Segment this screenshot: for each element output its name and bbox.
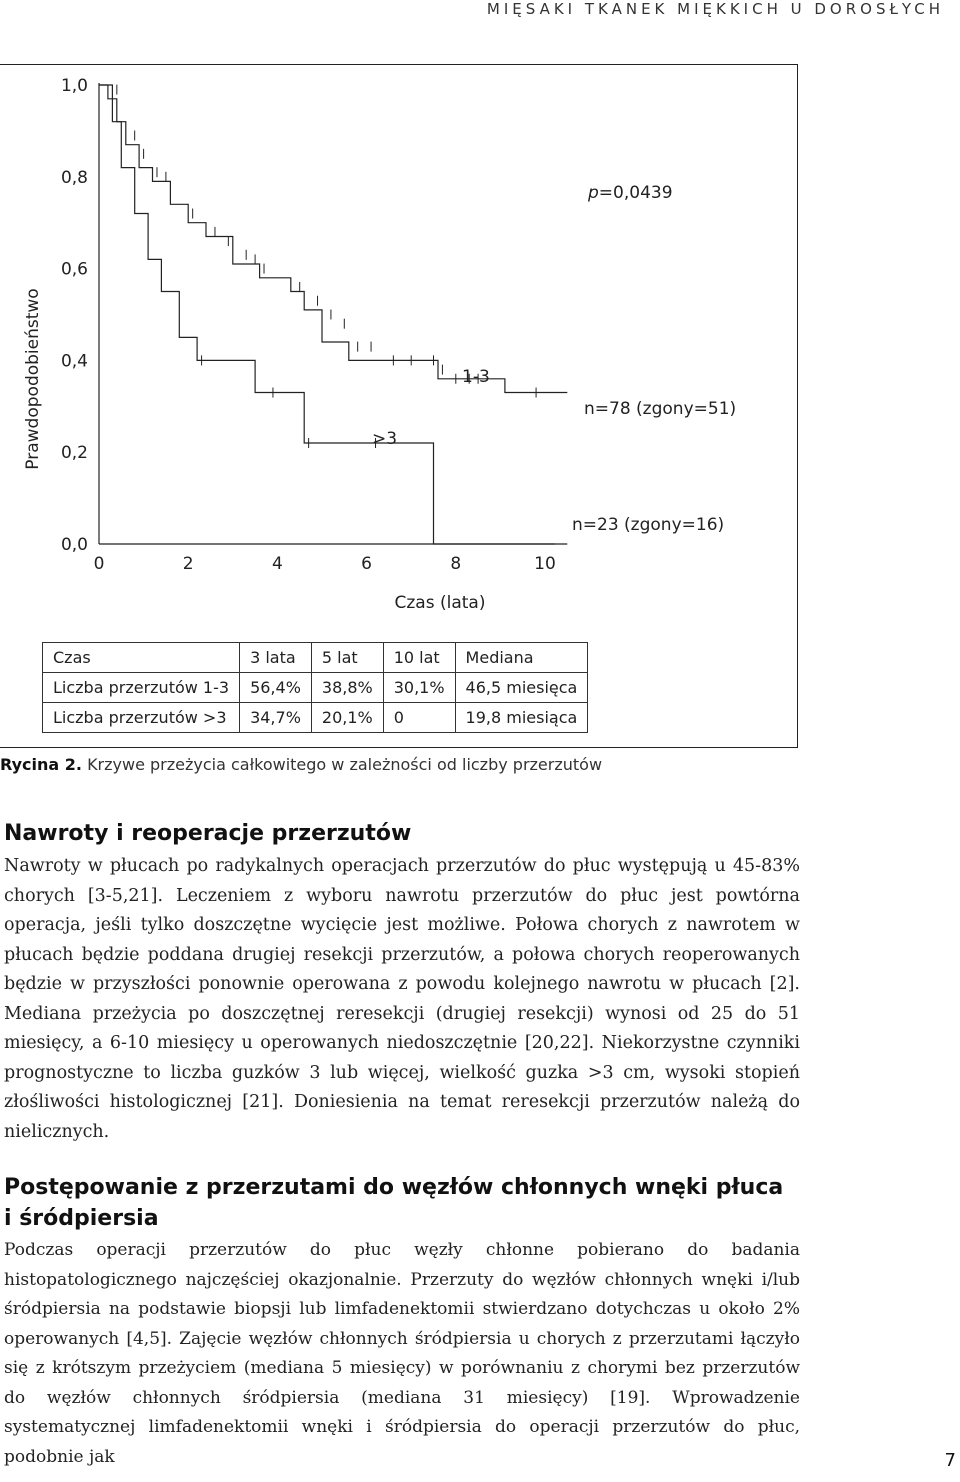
paragraph-lymph-nodes: Podczas operacji przerzutów do płuc węzły chłonne pobierano do badania histopatologicznego najczęściej okazjonalnie. Przerzuty do węzłów chłonnych wnęki i/lub śródpiersia na podstawie biopsji lub limfadenektomii stwierdzano dotychczas u około 2% operowanych [4,5]. Zajęcie węzłów chłonnych śródpiersia u chorych z przerzutami łączyło się z krótszym przeżyciem (mediana 5 miesięcy) w porównaniu z chorymi bez przerzutów do węzłów chłonnych śródpiersia (mediana 31 miesięcy) [19]. Wprowadzenie systematycznej limfadenektomii wnęki i śródpiersia do operacji przerzutów do płuc, podobnie jak <box>4 1240 800 1467</box>
y-axis-label: Prawdopodobieństwo <box>23 288 43 470</box>
survival-chart <box>0 64 800 624</box>
table-cell: 3 lata <box>240 643 312 673</box>
table-cell: 10 lat <box>383 643 455 673</box>
heading-line-2: i śródpiersia <box>4 1206 159 1231</box>
y-tick-label: 0,8 <box>60 167 88 188</box>
heading-line-1: Postępowanie z przerzutami do węzłów chłonnych wnęki płuca <box>4 1175 784 1200</box>
y-tick-label: 1,0 <box>60 76 88 96</box>
x-tick-label: 0 <box>93 554 105 574</box>
x-axis-label: Czas (lata) <box>394 593 486 613</box>
y-tick-label: 0,0 <box>60 535 88 555</box>
table-row <box>43 703 588 733</box>
section-heading-lymph-nodes <box>4 1172 783 1234</box>
y-tick-labels <box>61 76 88 555</box>
table-cell: Czas <box>43 643 240 673</box>
label-1-3: 1-3 <box>462 367 490 387</box>
x-tick-label: 10 <box>534 554 556 574</box>
n78-annotation: n=78 (zgony=51) <box>584 399 737 419</box>
table-cell: 34,7% <box>240 703 312 733</box>
x-tick-label: 2 <box>182 554 194 574</box>
table-row <box>43 643 588 673</box>
y-tick-label: 0,4 <box>60 351 88 372</box>
survival-curve-1-3 <box>99 85 567 393</box>
table-cell: Liczba przerzutów 1-3 <box>43 673 240 703</box>
table-cell: 19,8 miesiąca <box>455 703 588 733</box>
running-header: MIĘSAKI TKANEK MIĘKKICH U DOROSŁYCH <box>486 0 944 18</box>
table-cell: 46,5 miesięca <box>455 673 588 703</box>
x-tick-label: 8 <box>450 554 462 574</box>
page-number: 7 <box>944 1450 956 1471</box>
section-heading-reoperations: Nawroty i reoperacje przerzutów <box>4 821 412 846</box>
y-tick-label: 0,6 <box>60 259 88 280</box>
p-value-annotation: p=0,0439 <box>588 183 673 203</box>
survival-curve-gt3 <box>99 85 567 544</box>
table-row <box>43 673 588 703</box>
x-tick-label: 4 <box>271 554 283 574</box>
paragraph-reoperations: Nawroty w płucach po radykalnych operacjach przerzutów do płuc występują u 45-83% chorych [3-5,21]. Leczeniem z wyboru nawrotu przerzutów do płuc jest powtórna operacja, jeśli tylko doszczętne wycięcie jest możliwe. Połowa chorych z nawrotem w płucach będzie poddana drugiej resekcji przerzutów, a połowa chorych reoperowanych będzie w przyszłości ponownie operowana z powodu kolejnego nawrotu w płucach [2]. Mediana przeżycia po doszczętnej reresekcji (drugiej resekcji) wynosi od 25 do 51 miesięcy, a 6-10 miesięcy u operowanych niedoszczętnie [20,22]. Niekorzystne czynniki prognostyczne to liczba guzków 3 lub więcej, wielkość guzka >3 cm, wysoki stopień złośliwości histologicznej [21]. Doniesienia na temat reresekcji przerzutów należą do nielicznych. <box>4 856 800 1142</box>
table-cell: 5 lat <box>311 643 383 673</box>
table-cell: 38,8% <box>311 673 383 703</box>
caption-text: Krzywe przeżycia całkowitego w zależności od liczby przerzutów <box>87 755 603 774</box>
n23-annotation: n=23 (zgony=16) <box>572 515 725 535</box>
figure-caption <box>0 755 602 774</box>
table-cell: 20,1% <box>311 703 383 733</box>
x-tick-label: 6 <box>361 554 373 574</box>
y-tick-label: 0,2 <box>60 443 88 464</box>
table-cell: 30,1% <box>383 673 455 703</box>
x-tick-labels <box>94 554 556 574</box>
chart-axes <box>99 83 555 544</box>
table-cell: Mediana <box>455 643 588 673</box>
table-cell: Liczba przerzutów >3 <box>43 703 240 733</box>
survival-table <box>42 642 588 733</box>
table-cell: 0 <box>383 703 455 733</box>
table-cell: 56,4% <box>240 673 312 703</box>
survival-curves <box>99 85 567 544</box>
label-gt3: >3 <box>372 429 398 449</box>
caption-label: Rycina 2. <box>0 755 82 774</box>
